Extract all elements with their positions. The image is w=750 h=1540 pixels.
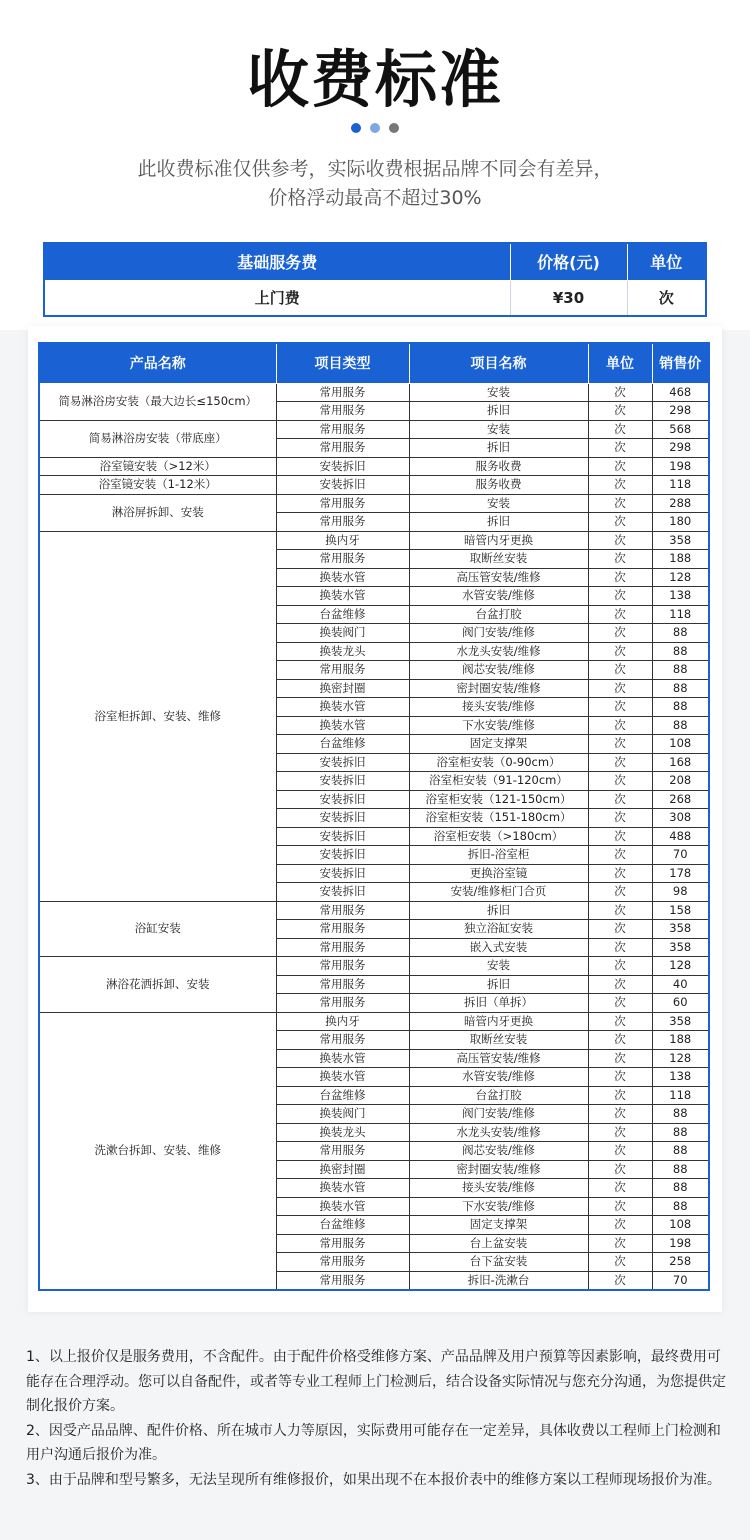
cell-item: 取断丝安装 [409, 1031, 588, 1050]
cell-unit: 次 [588, 735, 652, 754]
cell-price: 108 [652, 1216, 709, 1235]
notes [26, 1345, 726, 1492]
cell-item: 下水安装/维修 [409, 716, 588, 735]
base-service-unit: 次 [627, 280, 706, 316]
cell-item: 暗管内牙更换 [409, 1012, 588, 1031]
dot-2 [370, 123, 380, 133]
cell-price: 288 [652, 494, 709, 513]
cell-price: 198 [652, 457, 709, 476]
table-row [39, 531, 709, 550]
cell-type: 常用服务 [276, 1271, 409, 1290]
cell-item: 固定支撑架 [409, 735, 588, 754]
cell-item: 阀门安装/维修 [409, 1105, 588, 1124]
cell-type: 常用服务 [276, 383, 409, 402]
dot-3 [389, 123, 399, 133]
cell-type: 常用服务 [276, 402, 409, 421]
cell-item: 台盆打胶 [409, 1086, 588, 1105]
cell-unit: 次 [588, 1179, 652, 1198]
cell-item: 浴室柜安装（0-90cm） [409, 753, 588, 772]
cell-price: 258 [652, 1253, 709, 1272]
cell-price: 268 [652, 790, 709, 809]
product-name: 简易淋浴房安装（最大边长≤150cm） [39, 383, 276, 420]
cell-type: 安装拆旧 [276, 846, 409, 865]
cell-type: 换装水管 [276, 698, 409, 717]
subtitle-line: 此收费标准仅供参考，实际收费根据品牌不同会有差异， [137, 158, 613, 180]
header-unit: 单位 [588, 343, 652, 383]
cell-type: 常用服务 [276, 1142, 409, 1161]
cell-unit: 次 [588, 661, 652, 680]
price-table [38, 342, 710, 1291]
cell-unit: 次 [588, 994, 652, 1013]
cell-price: 188 [652, 1031, 709, 1050]
cell-price: 88 [652, 1179, 709, 1198]
cell-item: 拆旧-浴室柜 [409, 846, 588, 865]
cell-type: 台盆维修 [276, 1216, 409, 1235]
cell-item: 浴室柜安装（151-180cm） [409, 809, 588, 828]
cell-type: 换密封圈 [276, 1160, 409, 1179]
cell-type: 安装拆旧 [276, 772, 409, 791]
cell-type: 常用服务 [276, 661, 409, 680]
cell-item: 台上盆安装 [409, 1234, 588, 1253]
cell-price: 128 [652, 957, 709, 976]
cell-price: 298 [652, 402, 709, 421]
cell-type: 换装水管 [276, 1197, 409, 1216]
cell-price: 88 [652, 624, 709, 643]
cell-item: 高压管安装/维修 [409, 568, 588, 587]
cell-type: 安装拆旧 [276, 883, 409, 902]
cell-type: 换装龙头 [276, 642, 409, 661]
table-row [39, 1012, 709, 1031]
cell-unit: 次 [588, 975, 652, 994]
cell-item: 拆旧 [409, 513, 588, 532]
cell-price: 118 [652, 476, 709, 495]
cell-price: 88 [652, 642, 709, 661]
cell-unit: 次 [588, 1086, 652, 1105]
cell-item: 台盆打胶 [409, 605, 588, 624]
table-row [39, 457, 709, 476]
cell-type: 安装拆旧 [276, 864, 409, 883]
cell-type: 换装阀门 [276, 1105, 409, 1124]
cell-unit: 次 [588, 772, 652, 791]
header-item: 项目名称 [409, 343, 588, 383]
cell-price: 208 [652, 772, 709, 791]
cell-type: 常用服务 [276, 494, 409, 513]
cell-unit: 次 [588, 420, 652, 439]
product-name: 淋浴屏拆卸、安装 [39, 494, 276, 531]
cell-item: 拆旧 [409, 975, 588, 994]
cell-item: 服务收费 [409, 476, 588, 495]
cell-unit: 次 [588, 457, 652, 476]
table-row [39, 383, 709, 402]
cell-unit: 次 [588, 1197, 652, 1216]
cell-item: 安装 [409, 494, 588, 513]
cell-item: 安装 [409, 383, 588, 402]
cell-item: 水管安装/维修 [409, 1068, 588, 1087]
cell-type: 换装水管 [276, 1068, 409, 1087]
cell-price: 358 [652, 1012, 709, 1031]
cell-unit: 次 [588, 568, 652, 587]
dot-1 [351, 123, 361, 133]
cell-type: 常用服务 [276, 550, 409, 569]
cell-unit: 次 [588, 920, 652, 939]
base-service-price: ¥30 [510, 280, 627, 316]
cell-price: 308 [652, 809, 709, 828]
cell-unit: 次 [588, 1049, 652, 1068]
cell-unit: 次 [588, 550, 652, 569]
cell-type: 换装水管 [276, 1049, 409, 1068]
cell-item: 水龙头安装/维修 [409, 642, 588, 661]
cell-unit: 次 [588, 1216, 652, 1235]
cell-price: 98 [652, 883, 709, 902]
cell-item: 浴室柜安装（>180cm） [409, 827, 588, 846]
cell-item: 浴室柜安装（121-150cm） [409, 790, 588, 809]
cell-item: 拆旧-洗漱台 [409, 1271, 588, 1290]
cell-price: 568 [652, 420, 709, 439]
cell-type: 安装拆旧 [276, 476, 409, 495]
cell-type: 换内牙 [276, 531, 409, 550]
cell-item: 拆旧 [409, 402, 588, 421]
cell-unit: 次 [588, 531, 652, 550]
cell-unit: 次 [588, 790, 652, 809]
table-row [39, 901, 709, 920]
cell-item: 阀芯安装/维修 [409, 661, 588, 680]
cell-price: 198 [652, 1234, 709, 1253]
cell-type: 换装阀门 [276, 624, 409, 643]
cell-item: 密封圈安装/维修 [409, 1160, 588, 1179]
cell-price: 358 [652, 531, 709, 550]
cell-type: 常用服务 [276, 1031, 409, 1050]
cell-type: 常用服务 [276, 957, 409, 976]
cell-unit: 次 [588, 1012, 652, 1031]
cell-item: 拆旧（单拆） [409, 994, 588, 1013]
cell-item: 水管安装/维修 [409, 587, 588, 606]
cell-unit: 次 [588, 883, 652, 902]
cell-unit: 次 [588, 901, 652, 920]
subtitle [0, 155, 750, 213]
table-row [39, 420, 709, 439]
cell-price: 70 [652, 846, 709, 865]
cell-unit: 次 [588, 624, 652, 643]
cell-price: 358 [652, 938, 709, 957]
page-title: 收费标准 [246, 43, 503, 116]
cell-price: 358 [652, 920, 709, 939]
cell-type: 换内牙 [276, 1012, 409, 1031]
cell-price: 88 [652, 1160, 709, 1179]
cell-item: 台下盆安装 [409, 1253, 588, 1272]
cell-price: 138 [652, 1068, 709, 1087]
cell-unit: 次 [588, 846, 652, 865]
cell-unit: 次 [588, 439, 652, 458]
cell-type: 安装拆旧 [276, 753, 409, 772]
cell-price: 108 [652, 735, 709, 754]
table-row [39, 494, 709, 513]
cell-price: 88 [652, 1123, 709, 1142]
cell-unit: 次 [588, 513, 652, 532]
cell-price: 168 [652, 753, 709, 772]
cell-price: 188 [652, 550, 709, 569]
cell-unit: 次 [588, 957, 652, 976]
product-name: 简易淋浴房安装（带底座） [39, 420, 276, 457]
product-name: 洗漱台拆卸、安装、维修 [39, 1012, 276, 1290]
table-row [39, 476, 709, 495]
subtitle-line: 价格浮动最高不超过30% [268, 187, 482, 209]
product-name: 浴室镜安装（>12米） [39, 457, 276, 476]
base-service-name: 上门费 [44, 280, 510, 316]
cell-item: 密封圈安装/维修 [409, 679, 588, 698]
cell-price: 128 [652, 568, 709, 587]
cell-price: 88 [652, 1197, 709, 1216]
cell-price: 88 [652, 1105, 709, 1124]
cell-type: 换装水管 [276, 716, 409, 735]
cell-price: 158 [652, 901, 709, 920]
cell-price: 88 [652, 698, 709, 717]
cell-item: 水龙头安装/维修 [409, 1123, 588, 1142]
product-name: 浴缸安装 [39, 901, 276, 957]
header-price: 销售价 [652, 343, 709, 383]
note-1: 1、以上报价仅是服务费用，不含配件。由于配件价格受维修方案、产品品牌及用户预算等因素影响，最终费用可能存在合理浮动。您可以自备配件，或者等专业工程师上门检测后，结合设备实际情况与您充分沟通，为您提供定制化报价方案。 [26, 1349, 726, 1414]
cell-type: 安装拆旧 [276, 809, 409, 828]
cell-unit: 次 [588, 938, 652, 957]
cell-price: 118 [652, 1086, 709, 1105]
cell-item: 更换浴室镜 [409, 864, 588, 883]
table-row [39, 957, 709, 976]
note-2: 2、因受产品品牌、配件价格、所在城市人力等原因，实际费用可能存在一定差异，具体收费以工程师上门检测和用户沟通后报价为准。 [26, 1422, 721, 1463]
cell-unit: 次 [588, 1160, 652, 1179]
cell-unit: 次 [588, 1253, 652, 1272]
cell-type: 常用服务 [276, 439, 409, 458]
cell-unit: 次 [588, 1123, 652, 1142]
cell-price: 178 [652, 864, 709, 883]
cell-unit: 次 [588, 476, 652, 495]
cell-item: 阀芯安装/维修 [409, 1142, 588, 1161]
cell-price: 180 [652, 513, 709, 532]
base-fee-table [43, 242, 707, 317]
cell-type: 常用服务 [276, 901, 409, 920]
cell-item: 独立浴缸安装 [409, 920, 588, 939]
cell-item: 拆旧 [409, 901, 588, 920]
cell-item: 嵌入式安装 [409, 938, 588, 957]
cell-unit: 次 [588, 1105, 652, 1124]
cell-price: 488 [652, 827, 709, 846]
cell-item: 安装 [409, 957, 588, 976]
cell-unit: 次 [588, 716, 652, 735]
cell-price: 128 [652, 1049, 709, 1068]
cell-item: 安装/维修柜门合页 [409, 883, 588, 902]
cell-type: 常用服务 [276, 938, 409, 957]
cell-item: 取断丝安装 [409, 550, 588, 569]
cell-type: 安装拆旧 [276, 827, 409, 846]
cell-item: 固定支撑架 [409, 1216, 588, 1235]
cell-unit: 次 [588, 753, 652, 772]
cell-price: 468 [652, 383, 709, 402]
cell-item: 服务收费 [409, 457, 588, 476]
cell-item: 浴室柜安装（91-120cm） [409, 772, 588, 791]
cell-price: 298 [652, 439, 709, 458]
cell-item: 暗管内牙更换 [409, 531, 588, 550]
base-header-price: 价格(元) [510, 243, 627, 280]
cell-type: 常用服务 [276, 994, 409, 1013]
cell-price: 88 [652, 1142, 709, 1161]
cell-price: 88 [652, 679, 709, 698]
cell-item: 拆旧 [409, 439, 588, 458]
cell-type: 台盆维修 [276, 1086, 409, 1105]
cell-item: 接头安装/维修 [409, 1179, 588, 1198]
header-product: 产品名称 [39, 343, 276, 383]
cell-type: 换装水管 [276, 1179, 409, 1198]
cell-unit: 次 [588, 383, 652, 402]
cell-unit: 次 [588, 1068, 652, 1087]
cell-unit: 次 [588, 587, 652, 606]
dots-decoration [0, 123, 750, 133]
product-name: 淋浴花洒拆卸、安装 [39, 957, 276, 1013]
cell-unit: 次 [588, 809, 652, 828]
cell-type: 常用服务 [276, 513, 409, 532]
cell-unit: 次 [588, 1142, 652, 1161]
cell-type: 换装水管 [276, 587, 409, 606]
cell-type: 台盆维修 [276, 735, 409, 754]
cell-unit: 次 [588, 1234, 652, 1253]
cell-unit: 次 [588, 402, 652, 421]
cell-unit: 次 [588, 864, 652, 883]
cell-unit: 次 [588, 1271, 652, 1290]
cell-price: 118 [652, 605, 709, 624]
cell-type: 换装水管 [276, 568, 409, 587]
cell-item: 阀门安装/维修 [409, 624, 588, 643]
cell-type: 常用服务 [276, 920, 409, 939]
cell-price: 70 [652, 1271, 709, 1290]
cell-type: 常用服务 [276, 1253, 409, 1272]
product-name: 浴室镜安装（1-12米） [39, 476, 276, 495]
cell-price: 88 [652, 716, 709, 735]
cell-type: 台盆维修 [276, 605, 409, 624]
cell-item: 高压管安装/维修 [409, 1049, 588, 1068]
cell-price: 138 [652, 587, 709, 606]
cell-type: 常用服务 [276, 975, 409, 994]
cell-unit: 次 [588, 679, 652, 698]
note-3: 3、由于品牌和型号繁多，无法呈现所有维修报价，如果出现不在本报价表中的维修方案以工程师现场报价为准。 [26, 1471, 721, 1488]
cell-unit: 次 [588, 827, 652, 846]
base-header-service: 基础服务费 [44, 243, 510, 280]
cell-type: 常用服务 [276, 1234, 409, 1253]
base-header-unit: 单位 [627, 243, 706, 280]
cell-item: 下水安装/维修 [409, 1197, 588, 1216]
cell-item: 安装 [409, 420, 588, 439]
cell-type: 换密封圈 [276, 679, 409, 698]
cell-item: 接头安装/维修 [409, 698, 588, 717]
cell-price: 40 [652, 975, 709, 994]
header-type: 项目类型 [276, 343, 409, 383]
cell-type: 安装拆旧 [276, 790, 409, 809]
cell-unit: 次 [588, 1031, 652, 1050]
cell-type: 安装拆旧 [276, 457, 409, 476]
cell-unit: 次 [588, 605, 652, 624]
cell-unit: 次 [588, 494, 652, 513]
cell-unit: 次 [588, 698, 652, 717]
product-name: 浴室柜拆卸、安装、维修 [39, 531, 276, 901]
cell-price: 60 [652, 994, 709, 1013]
header-section [0, 0, 750, 330]
cell-type: 换装龙头 [276, 1123, 409, 1142]
cell-type: 常用服务 [276, 420, 409, 439]
cell-unit: 次 [588, 642, 652, 661]
cell-price: 88 [652, 661, 709, 680]
